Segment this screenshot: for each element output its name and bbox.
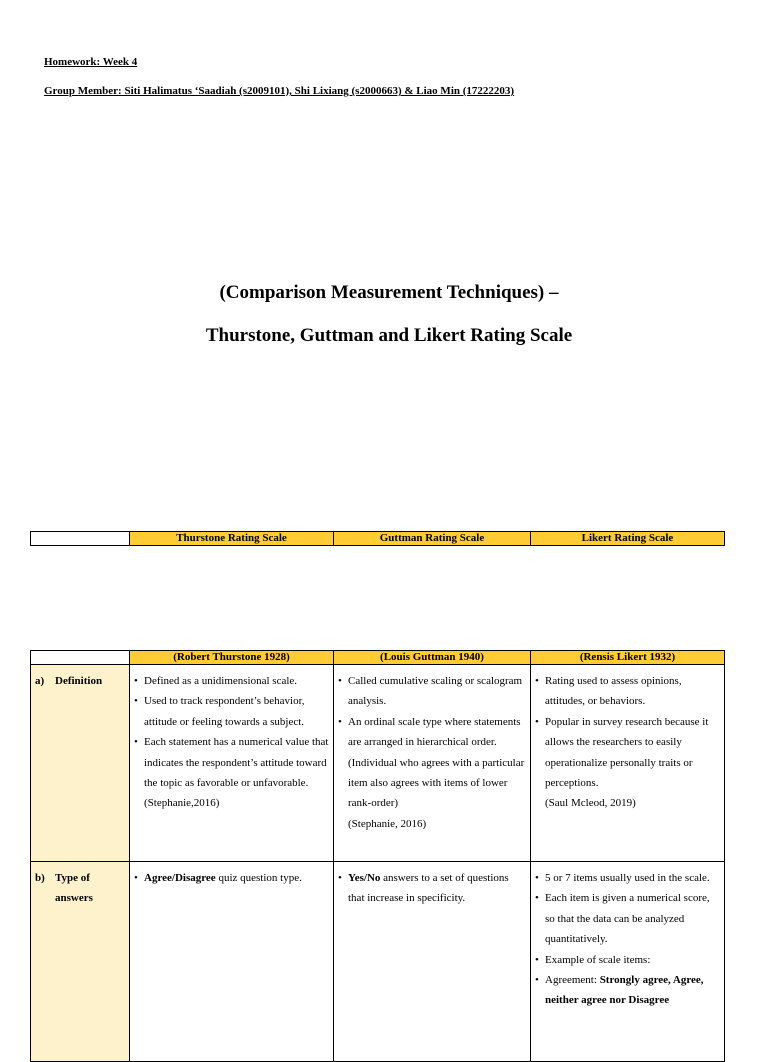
blank-cell — [31, 532, 130, 546]
author-likert: (Rensis Likert 1932) — [531, 651, 725, 665]
row-label-text: Type of — [55, 872, 90, 884]
header-likert: Likert Rating Scale — [531, 532, 725, 546]
list-item: • Popular in survey research because it allows the researchers to easily operationalize personally traits or perceptions. — [535, 712, 720, 794]
citation: (Stephanie,2016) — [144, 797, 220, 810]
table-row-definition — [31, 665, 725, 862]
citation: (Stephanie, 2016) — [348, 817, 427, 830]
list-item: • Rating used to assess opinions, attitudes, or behaviors. — [535, 671, 720, 712]
header-guttman: Guttman Rating Scale — [334, 532, 531, 546]
list-item: • Called cumulative scaling or scalogram analysis. — [338, 671, 526, 712]
page-title-line-2: Thurstone, Guttman and Likert Rating Scale — [205, 325, 573, 346]
answers-likert — [531, 862, 725, 1062]
author-guttman: (Louis Guttman 1940) — [334, 651, 531, 665]
author-thurstone: (Robert Thurstone 1928) — [130, 651, 334, 665]
list-item: • An ordinal scale type where statements are arranged in hierarchical order. (Individual who agrees with a particular item also agrees with items of lower rank-order) — [338, 712, 526, 814]
list-item: • Used to track respondent’s behavior, attitude or feeling towards a subject. — [134, 691, 329, 732]
citation: (Saul Mcleod, 2019) — [545, 797, 636, 810]
list-item: • 5 or 7 items usually used in the scale. — [535, 868, 720, 888]
row-label-text: answers — [55, 892, 93, 904]
header-thurstone: Thurstone Rating Scale — [130, 532, 334, 546]
row-number: a) — [35, 675, 45, 687]
row-number: b) — [35, 872, 45, 884]
list-item: • Each item is given a numerical score, so that the data can be analyzed quantitatively. — [535, 888, 720, 949]
group-members: Group Member: Siti Halimatus ‘Saadiah (s2009101), Shi Lixiang (s2000663) & Liao Min (17222203) — [44, 85, 515, 97]
row-label-definition — [31, 665, 130, 862]
comparison-table — [30, 650, 725, 1062]
definition-likert — [531, 665, 725, 862]
list-item: • Yes/No answers to a set of questions that increase in specificity. — [338, 868, 526, 909]
answers-guttman — [334, 862, 531, 1062]
row-label-answers — [31, 862, 130, 1062]
list-item: • Agree/Disagree quiz question type. — [134, 868, 329, 888]
list-item: • Agreement: Strongly agree, Agree, neither agree nor Disagree — [535, 970, 720, 1011]
row-label-text: Definition — [55, 675, 103, 687]
page-title-line-1: (Comparison Measurement Techniques) – — [219, 282, 559, 303]
definition-guttman — [334, 665, 531, 862]
homework-label: Homework: Week 4 — [44, 56, 138, 68]
list-item: • Example of scale items: — [535, 950, 720, 970]
blank-cell — [31, 651, 130, 665]
list-item: • Each statement has a numerical value that indicates the respondent’s attitude toward the topic as favorable or unfavorable. — [134, 732, 329, 793]
list-item: • Defined as a unidimensional scale. — [134, 671, 329, 691]
table-row-answers — [31, 862, 725, 1062]
answers-thurstone — [130, 862, 334, 1062]
scales-header-table — [30, 531, 725, 546]
definition-thurstone — [130, 665, 334, 862]
